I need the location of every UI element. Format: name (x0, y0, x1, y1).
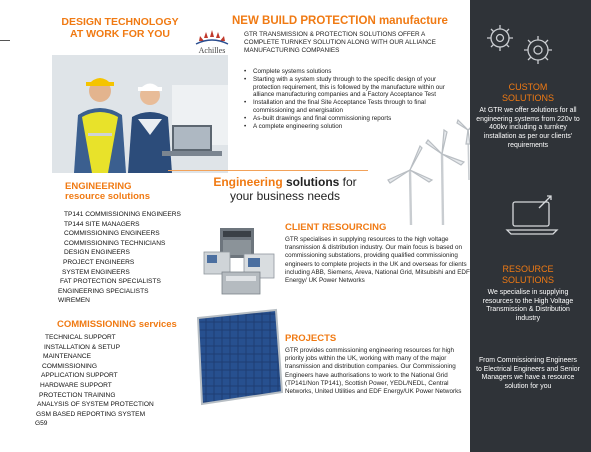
list-item: TP144 SITE MANAGERS (64, 220, 140, 228)
client-resourcing-heading: CLIENT RESOURCING (285, 222, 387, 233)
client-resourcing-text: GTR specialises in supplying resources to the high voltage transmission & distribution industry. Our main focus is based on commissioning substations, providing qualified commissioning engineers to complete projects in the UK and overseas for clients including ABB, Siemens, Areva, National Grid, Mitsubishi and EDF Energy/ UK Power Networks (285, 236, 470, 285)
projects-heading: PROJECTS (285, 333, 337, 344)
bullet-item: • As-built drawings and final commissioning reports (244, 115, 454, 123)
list-item: TP141 COMMISSIONING ENGINEERS (64, 211, 181, 218)
gears-icon (478, 20, 568, 70)
custom-title-line2: SOLUTIONS (501, 93, 554, 103)
list-item: APPLICATION SUPPORT (41, 372, 118, 380)
projects-text: GTR provides commissioning engineering resources for high priority jobs within the UK, working with many of the major transmission and distribution companies. Our Commissioning Engineers have authorisations to work to the National Grid (TP141/Non TP141), Scottish Power, YEDL/NEDL, Central Networks, United Utilities and EDF Energy/UK Power Networks (285, 347, 462, 396)
tagline-for: for (339, 175, 357, 189)
design-technology-heading (55, 16, 185, 40)
solar-panel-illustration (190, 306, 286, 410)
design-title-line1: DESIGN TECHNOLOGY (61, 16, 179, 28)
list-item: TECHNICAL SUPPORT (45, 334, 116, 341)
list-item: WIREMEN (58, 297, 90, 305)
list-item: COMMISSIONING ENGINEERS (64, 230, 160, 238)
custom-solutions-text: At GTR we offer solutions for all engineering systems from 220v to 400kv including a turnkey installation as per our clients' requirements (476, 107, 580, 149)
list-item: PROTECTION TRAINING (39, 391, 116, 399)
resource-title-line1: RESOURCE (502, 264, 554, 274)
list-item: ANALYSIS OF SYSTEM PROTECTION (37, 401, 154, 409)
commissioning-list (35, 333, 185, 429)
engineering-title-line1: ENGINEERING (65, 181, 132, 192)
tagline-line2: your business needs (229, 189, 341, 203)
list-item: HARDWARE SUPPORT (40, 381, 112, 389)
bullet-item: • Installation and the final Site Acceptance Tests through to final commissioning and energisation (244, 99, 454, 115)
list-item: PROJECT ENGINEERS (63, 258, 135, 266)
list-item: G59 (35, 420, 48, 428)
tagline-line1 (200, 175, 370, 189)
list-item: DESIGN ENGINEERS (64, 249, 130, 257)
laptop-illustration (505, 194, 559, 238)
newbuild-heading: NEW BUILD PROTECTION manufacture (232, 15, 448, 27)
equipment-illustration (200, 226, 280, 298)
list-item: SYSTEM ENGINEERS (62, 268, 130, 276)
bullet-item: • Starting with a system study through to the specific design of your protection requirement, this is followed by the manufacture within our alliance manufacturing companies and a Factory Acceptance Test (244, 76, 454, 99)
resource-solutions-heading (478, 264, 578, 286)
laptop-icon (505, 194, 559, 238)
custom-title-line1: CUSTOM (508, 82, 548, 92)
list-item: ENGINEERING SPECIALISTS (58, 287, 149, 295)
custom-solutions-heading (478, 82, 578, 104)
tagline-engineering: Engineering (213, 175, 283, 189)
list-item: FAT PROTECTION SPECIALISTS (60, 278, 161, 286)
resource-solutions-text-2: From Commissioning Engineers to Electrical Engineers and Senior Managers we have a resource solution for you (476, 357, 580, 391)
section-divider (168, 170, 368, 171)
list-item: COMMISSIONING TECHNICIANS (64, 239, 166, 247)
newbuild-intro: GTR TRANSMISSION & PROTECTION SOLUTIONS OFFER A COMPLETE TURNKEY SOLUTION ALONG WITH OUR ALLIANCE MANUFACTURING COMPANIES (244, 31, 436, 54)
engineering-list (58, 210, 198, 306)
engineers-illustration (52, 55, 228, 173)
resource-title-line2: SOLUTIONS (501, 275, 554, 285)
bullet-item: • Complete systems solutions (244, 68, 454, 76)
commissioning-heading: COMMISSIONING services (57, 319, 177, 330)
tagline-solutions: solutions (286, 175, 340, 189)
list-item: MAINTENANCE (43, 353, 91, 361)
engineering-heading (65, 182, 150, 202)
gears-illustration (478, 20, 568, 70)
tagline (200, 175, 370, 203)
resource-solutions-text: We specialise in supplying resources to the High Voltage Transmission & Distribution industry (482, 289, 574, 323)
bullet-item: • A complete engineering solution (244, 123, 454, 131)
solar-panel-image (190, 306, 286, 410)
engineers-photo (52, 55, 228, 173)
design-title-line2: AT WORK FOR YOU (70, 28, 170, 40)
engineering-title-line2: resource solutions (65, 191, 150, 202)
achilles-logo-text: Achilles (198, 46, 226, 55)
list-item: INSTALLATION & SETUP (44, 343, 120, 351)
corner-line (0, 40, 10, 41)
list-item: COMMISSIONING (42, 362, 97, 370)
list-item: GSM BASED REPORTING SYSTEM (36, 410, 146, 418)
protection-equipment-image (200, 226, 280, 298)
